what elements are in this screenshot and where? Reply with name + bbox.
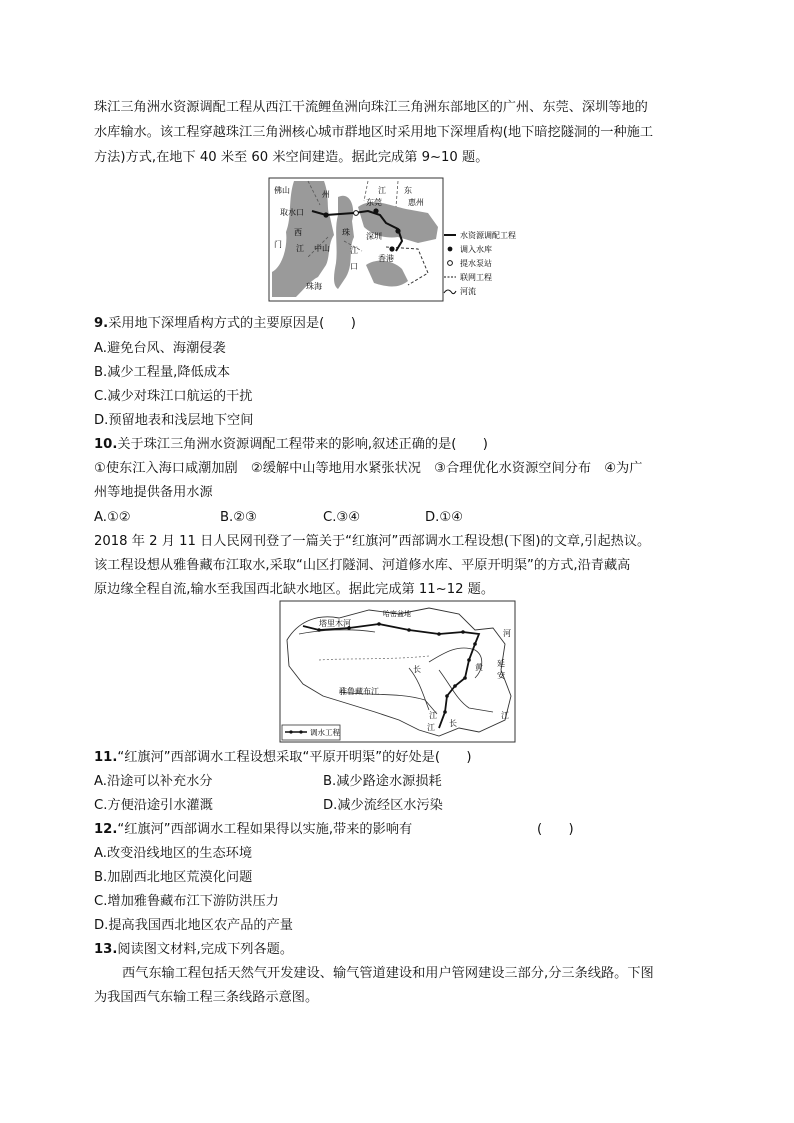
q12-stem: 12.“红旗河”西部调水工程如果得以实施,带来的影响有 [94,822,413,837]
label-yan: 延 [497,659,505,668]
q9-option-d[interactable]: D.预留地表和浅层地下空间 [94,413,254,428]
label-yarlung: 雅鲁藏布江 [339,687,379,696]
intro1-line2: 水库输水。该工程穿越珠江三角洲核心城市群地区时采用地下深埋盾构(地下暗挖隧洞的一种施工 [94,125,654,140]
label-men: 门 [274,240,282,249]
label-jiang2: 江 [427,723,435,732]
label-hami: 哈密盆地 [383,610,411,618]
q10-stem: 10.关于珠江三角洲水资源调配工程带来的影响,叙述正确的是( ) [94,437,488,452]
label-zhongshan: 中山 [314,244,330,253]
legend-pump: 提水泵站 [460,259,492,268]
legend-project: 水资源调配工程 [460,231,516,240]
q10-option-c[interactable]: C.③④ [323,510,361,525]
q11-options-row1 [94,773,694,791]
label-tarim: 塔里木河 [319,619,351,628]
q12-option-c[interactable]: C.增加雅鲁藏布江下游防洪压力 [94,894,279,909]
q12-option-d[interactable]: D.提高我国西北地区农产品的产量 [94,918,293,933]
q9-option-b[interactable]: B.减少工程量,降低成本 [94,365,231,380]
label-foshan: 佛山 [274,186,290,195]
label-kou: 口 [350,262,358,271]
map-hongqi-river [279,600,517,744]
q13-para-line2: 为我国西气东输工程三条线路示意图。 [94,990,319,1005]
label-dongguan: 东莞 [366,198,382,207]
label-jiang2: 江 [296,244,304,253]
q11-option-d[interactable]: D.减少流经区水污染 [323,798,443,813]
legend-network: 联网工程 [460,273,492,282]
intro2-line2: 该工程设想从雅鲁藏布江取水,采取“山区打隧洞、河道修水库、平原开明渠”的方式,沿青藏高 [94,558,631,573]
q11-options-row2 [94,797,694,815]
intro1-line3: 方法)方式,在地下 40 米至 60 米空间建造。据此完成第 9~10 题。 [94,150,489,165]
q13-stem: 13.阅读图文材料,完成下列各题。 [94,942,294,957]
q12-bracket: ( ) [537,822,574,837]
label-xi: 西 [294,228,302,237]
label-dong: 东 [404,186,412,195]
q11-stem: 11.“红旗河”西部调水工程设想采取“平原开明渠”的好处是( ) [94,750,472,765]
label-jiang3: 江 [350,246,358,255]
legend-river: 河流 [460,287,476,296]
q13-para-line1: 西气东输工程包括天然气开发建设、输气管道建设和用户管网建设三部分,分三条线路。下图 [122,966,654,981]
legend-transfer: 调水工程 [310,728,340,737]
label-qushuikou: 取水口 [280,208,304,217]
label-jiang3: 江 [501,711,509,720]
label-shenzhen: 深圳 [366,232,382,241]
q9-option-a[interactable]: A.避免台风、海潮侵袭 [94,341,226,356]
label-zhuhai: 珠海 [306,282,322,291]
q11-option-c[interactable]: C.方便沿途引水灌溉 [94,798,213,813]
map-pearl-river-delta [268,177,530,303]
label-huang: 黄 [475,663,483,672]
q10-option-b[interactable]: B.②③ [220,510,257,525]
q10-options [94,509,694,527]
q11-option-a[interactable]: A.沿途可以补充水分 [94,774,213,789]
q10-option-a[interactable]: A.①② [94,510,131,525]
q10-items-line2: 州等地提供备用水源 [94,485,213,500]
label-he: 河 [503,629,511,638]
q12-option-a[interactable]: A.改变沿线地区的生态环境 [94,846,253,861]
q10-option-d[interactable]: D.①④ [425,510,463,525]
legend-reservoir: 调入水库 [460,245,492,254]
q11-option-b[interactable]: B.减少路途水源损耗 [323,774,442,789]
label-jiang: 江 [429,711,437,720]
label-chang: 长 [413,665,421,674]
q10-items-line1: ①使东江入海口咸潮加剧 ②缓解中山等地用水紧张状况 ③合理优化水资源空间分布 ④为广 [94,461,643,476]
label-xianggang: 香港 [378,254,394,263]
q12-option-b[interactable]: B.加剧西北地区荒漠化问题 [94,870,253,885]
q9-option-c[interactable]: C.减少对珠江口航运的干扰 [94,389,253,404]
intro2-line3: 原边缘全程自流,输水至我国西北缺水地区。据此完成第 11~12 题。 [94,582,495,597]
label-huizhou: 惠州 [408,198,424,207]
label-jiang: 江 [378,186,386,195]
q9-stem: 9.采用地下深埋盾构方式的主要原因是( ) [94,316,356,331]
label-zhou: 州 [322,190,330,199]
label-chang2: 长 [449,719,457,728]
intro2-line1: 2018 年 2 月 11 日人民网刊登了一篇关于“红旗河”西部调水工程设想(下图)的文章,引起热议。 [94,534,651,549]
label-an: 安 [497,671,505,680]
intro1-line1: 珠江三角洲水资源调配工程从西江干流鲤鱼洲向珠江三角洲东部地区的广州、东莞、深圳等地的 [94,100,648,115]
label-zhu: 珠 [342,228,350,237]
